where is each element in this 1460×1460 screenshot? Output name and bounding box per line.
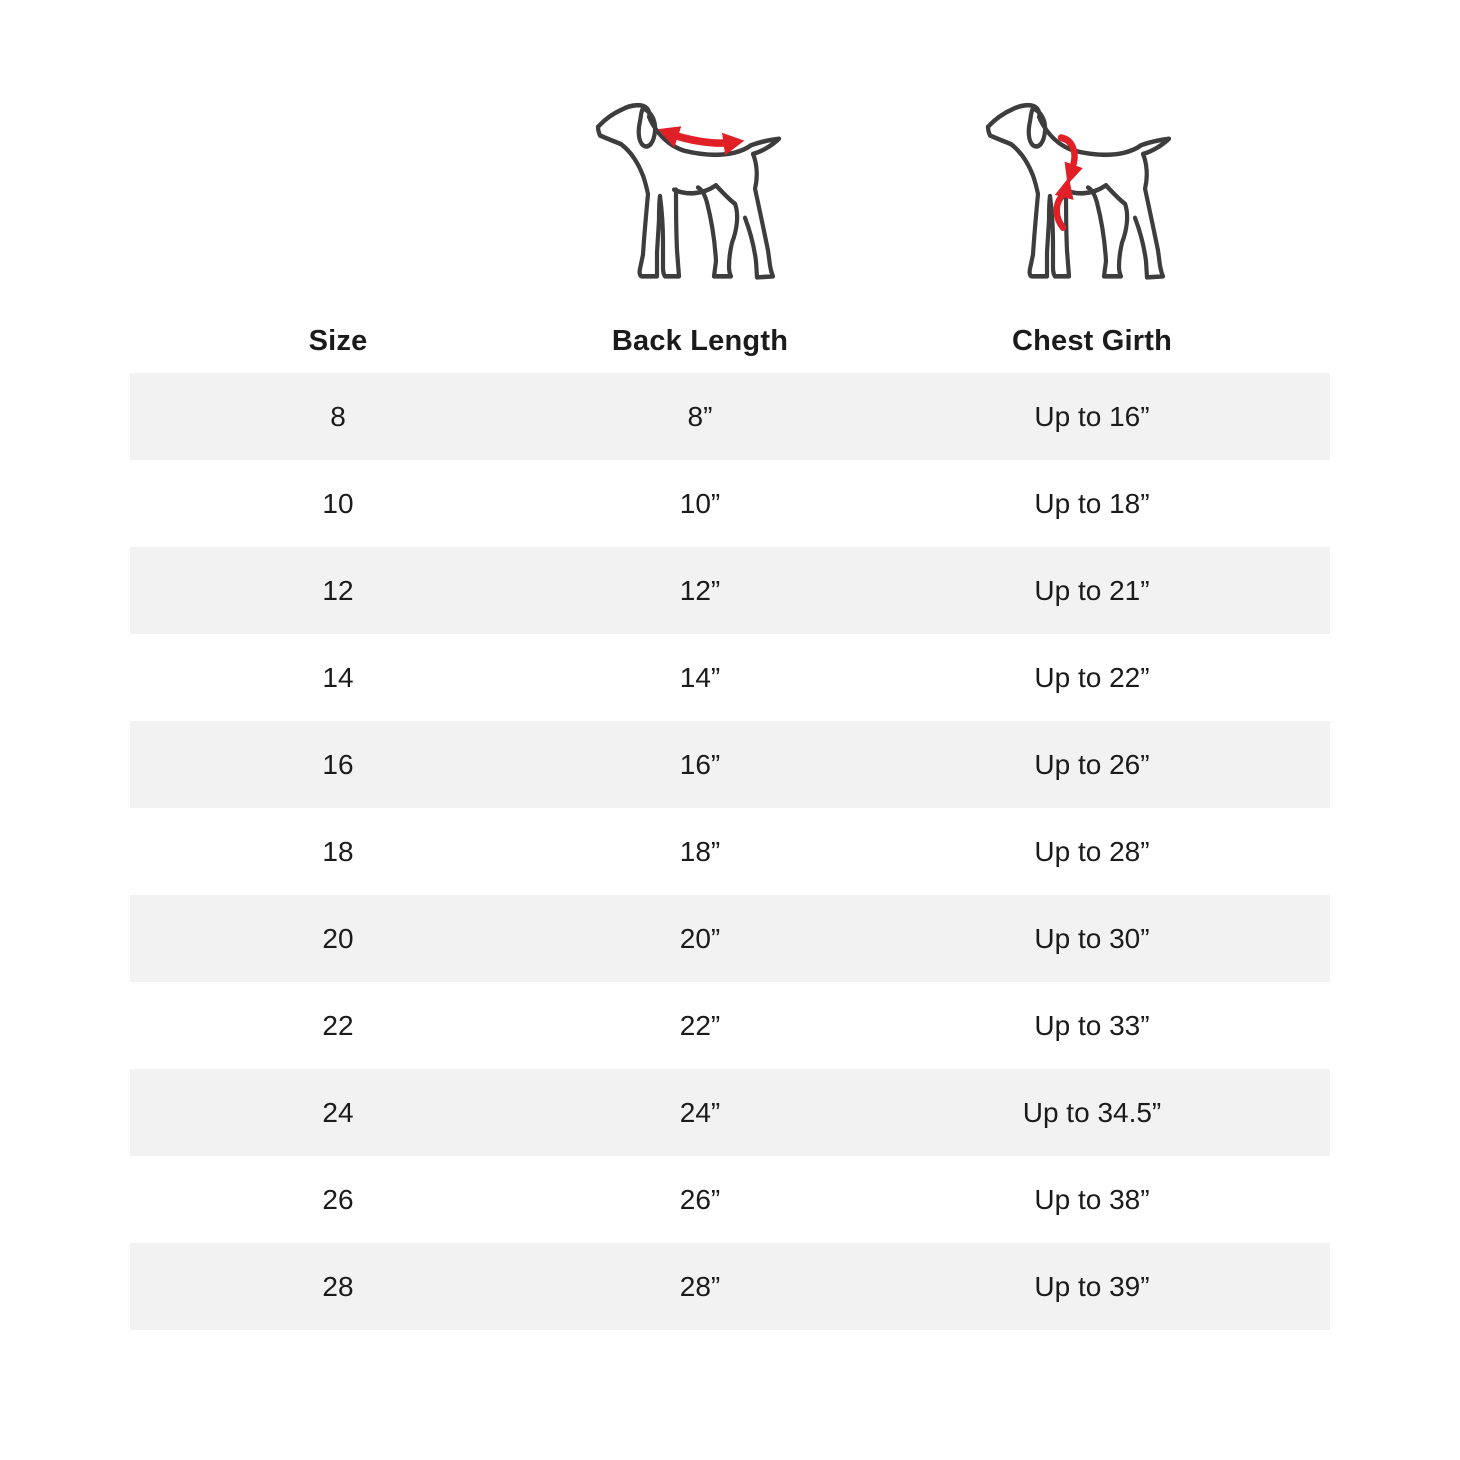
size-cell: 20: [322, 922, 354, 954]
size-cell: 12: [322, 574, 354, 606]
back-length-diagram: [586, 90, 791, 285]
chest-girth-cell: Up to 34.5”: [1022, 1096, 1162, 1128]
dog-size-chart: [130, 0, 1330, 1330]
back-length-cell: 28”: [679, 1270, 721, 1302]
chest-girth-cell: Up to 30”: [1034, 922, 1150, 954]
dog-back-length-icon: [586, 90, 791, 285]
chest-girth-cell: Up to 18”: [1034, 487, 1150, 519]
back-length-cell: 18”: [679, 835, 721, 867]
size-cell: 10: [322, 487, 354, 519]
table-row: [130, 547, 1330, 634]
measurement-diagrams: [130, 0, 1330, 310]
size-cell: 8: [330, 400, 346, 432]
size-cell: 16: [322, 748, 354, 780]
chest-girth-cell: Up to 38”: [1034, 1183, 1150, 1215]
chest-girth-cell: Up to 21”: [1034, 574, 1150, 606]
back-length-cell: 14”: [679, 661, 721, 693]
table-row: [130, 721, 1330, 808]
size-table-body: [130, 373, 1330, 1330]
back-length-cell: 22”: [679, 1009, 721, 1041]
chest-girth-cell: Up to 26”: [1034, 748, 1150, 780]
back-length-arrow-icon: [666, 132, 736, 143]
column-header-size: Size: [308, 325, 368, 357]
column-header-back-length: Back Length: [611, 325, 789, 357]
dog-chest-girth-icon: [976, 90, 1181, 285]
chest-girth-cell: Up to 16”: [1034, 400, 1150, 432]
table-row: [130, 1069, 1330, 1156]
table-row: [130, 460, 1330, 547]
back-length-cell: 26”: [679, 1183, 721, 1215]
chest-girth-diagram: [976, 90, 1181, 285]
table-row: [130, 808, 1330, 895]
back-length-cell: 20”: [679, 922, 721, 954]
table-row: [130, 373, 1330, 460]
table-header-row: [130, 310, 1330, 373]
table-row: [130, 634, 1330, 721]
column-header-chest-girth: Chest Girth: [1011, 325, 1173, 357]
chest-girth-cell: Up to 28”: [1034, 835, 1150, 867]
table-row: [130, 1156, 1330, 1243]
chest-girth-cell: Up to 39”: [1034, 1270, 1150, 1302]
size-cell: 26: [322, 1183, 354, 1215]
size-cell: 28: [322, 1270, 354, 1302]
table-row: [130, 1243, 1330, 1330]
back-length-cell: 12”: [679, 574, 721, 606]
size-cell: 18: [322, 835, 354, 867]
table-row: [130, 982, 1330, 1069]
back-length-cell: 24”: [679, 1096, 721, 1128]
back-length-cell: 8”: [687, 400, 713, 432]
chest-girth-cell: Up to 33”: [1034, 1009, 1150, 1041]
table-row: [130, 895, 1330, 982]
size-cell: 22: [322, 1009, 354, 1041]
size-cell: 24: [322, 1096, 354, 1128]
size-cell: 14: [322, 661, 354, 693]
chest-girth-cell: Up to 22”: [1034, 661, 1150, 693]
back-length-cell: 10”: [679, 487, 721, 519]
back-length-cell: 16”: [679, 748, 721, 780]
